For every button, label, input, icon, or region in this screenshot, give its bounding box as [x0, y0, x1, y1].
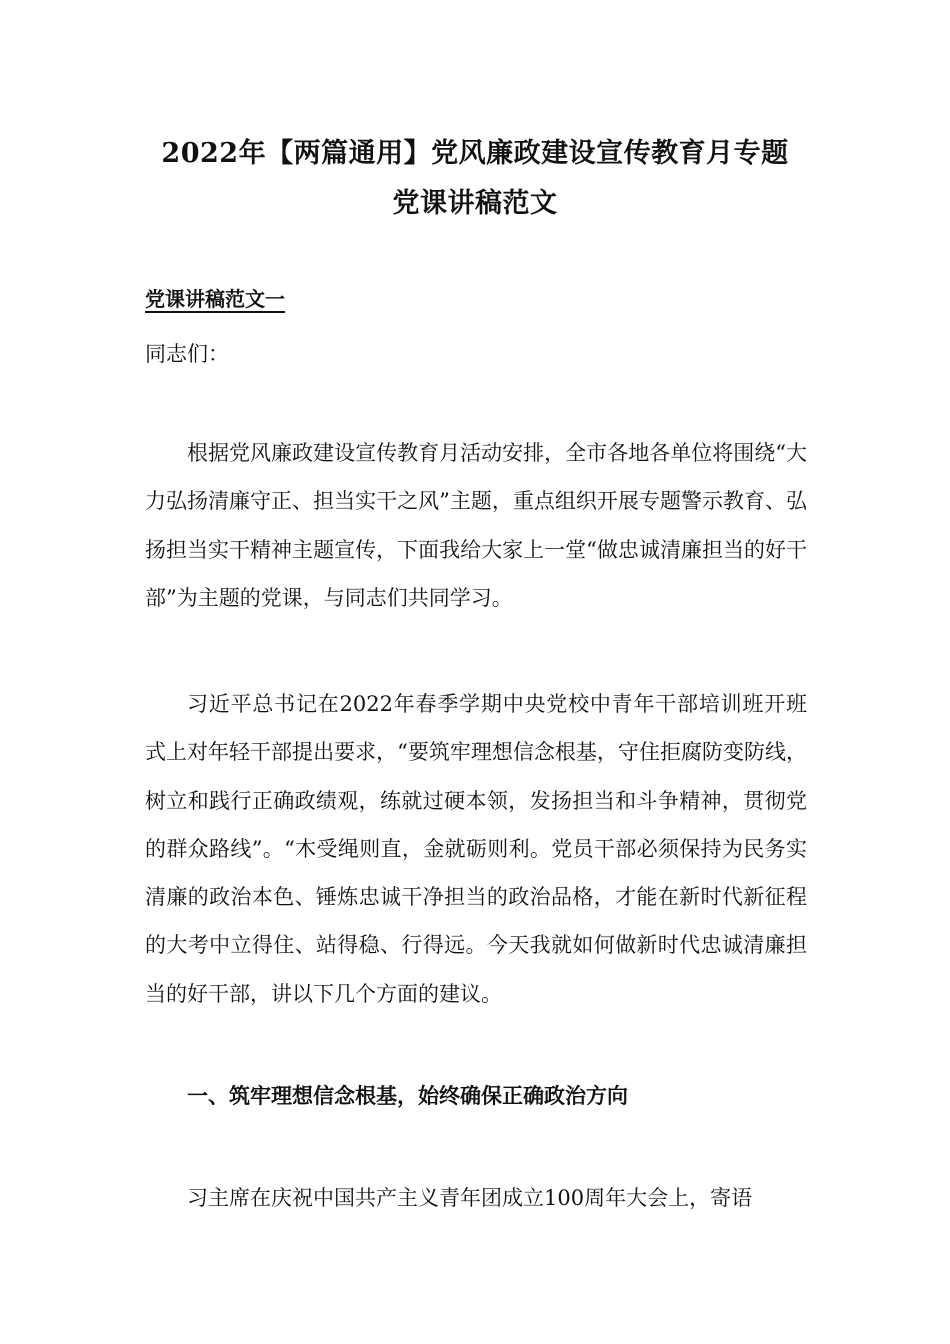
document-title-line-1: 2022年【两篇通用】党风廉政建设宣传教育月专题 [161, 138, 789, 169]
document-title-line-2: 党课讲稿范文 [392, 188, 558, 219]
section-heading-1: 一、筑牢理想信念根基，始终确保正确政治方向 [187, 1083, 628, 1108]
body-paragraph-1: 根据党风廉政建设宣传教育月活动安排，全市各地各单位将围绕“大力弘扬清廉守正、担当实干之风”主题，重点组织开展专题警示教育、弘扬担当实干精神主题宣传，下面我给大家上一堂“做忠诚清廉担当的好干部”为主题的党课，与同志们共同学习。 [145, 441, 807, 610]
section-subheading: 党课讲稿范文一 [145, 287, 285, 311]
body-paragraph-3: 习主席在庆祝中国共产主义青年团成立100周年大会上，寄语 [187, 1186, 753, 1210]
body-paragraph-2: 习近平总书记在2022年春季学期中央党校中青年干部培训班开班式上对年轻干部提出要求，“要筑牢理想信念根基，守住拒腐防变防线，树立和践行正确政绩观，练就过硬本领，发扬担当和斗争精神，贯彻党的群众路线”。“木受绳则直，金就砺则利。党员干部必须保持为民务实清廉的政治本色、锤炼忠诚干净担当的政治品格，才能在新时代新征程的大考中立得住、站得稳、行得远。今天我就如何做新时代忠诚清廉担当的好干部，讲以下几个方面的建议。 [145, 692, 807, 1006]
greeting: 同志们： [145, 342, 229, 366]
